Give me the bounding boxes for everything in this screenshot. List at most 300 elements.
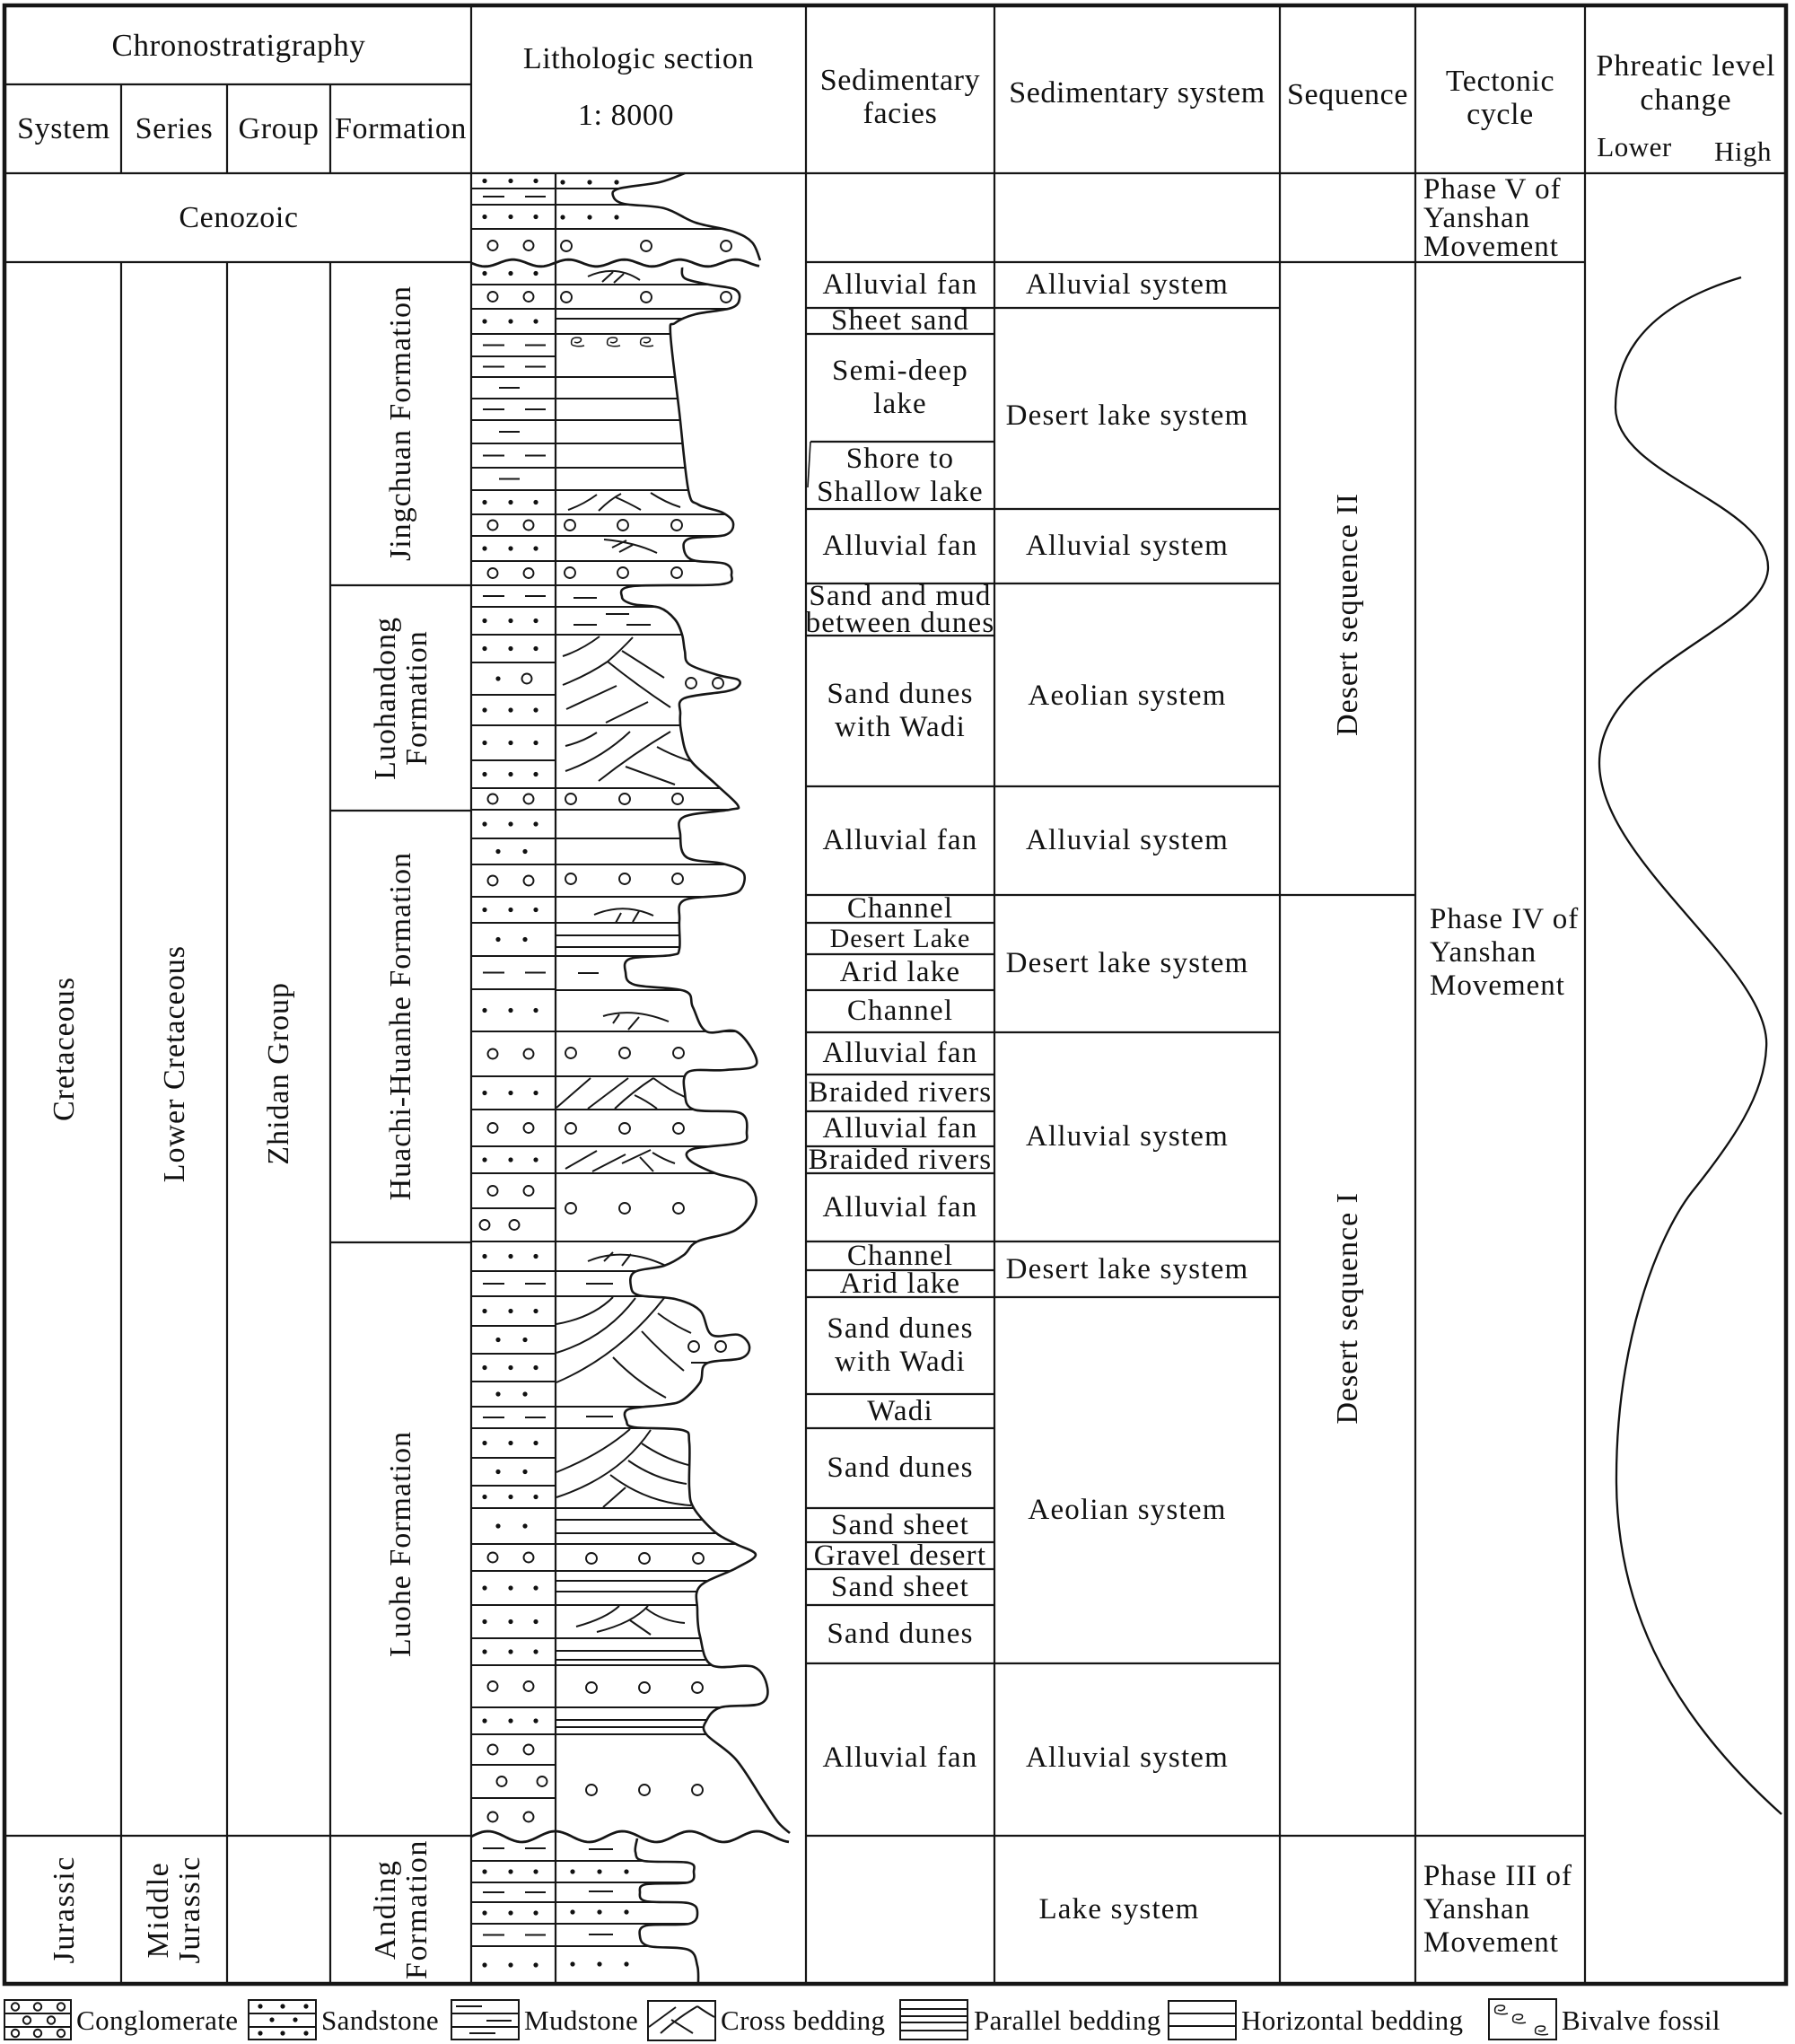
sedimentary-system-cell: Aeolian system — [1028, 679, 1227, 712]
sand-grain-dot — [508, 618, 512, 623]
sedimentary-system-cell: Desert lake system — [1005, 1252, 1249, 1285]
conglomerate-layer — [488, 521, 534, 531]
sandstone-layer — [482, 1649, 538, 1654]
phreatic-level-curve — [1599, 277, 1782, 1814]
sand-grain-dot — [597, 1909, 601, 1914]
sand-grain-dot — [482, 1309, 486, 1313]
sand-grain-dot — [533, 1441, 538, 1445]
cross-bedding-lamina — [599, 732, 670, 781]
sand-grain-dot — [482, 271, 486, 276]
sandstone-layer — [482, 908, 538, 912]
sand-grain-dot — [533, 707, 538, 712]
sedimentary-system-cell: Alluvial system — [1025, 1120, 1230, 1153]
cross-bedding-lamina — [563, 637, 633, 685]
sandstone-layer — [482, 1585, 538, 1590]
sand-grain-dot — [522, 1391, 527, 1396]
sand-grain-dot — [533, 1718, 538, 1723]
tectonic-cycle-cell: Phase IV of Yanshan Movement — [1430, 902, 1580, 1002]
cross-bedding-lamina — [556, 1297, 613, 1324]
formation-label: Luohandong Formation — [368, 616, 433, 780]
pebble-circle — [672, 873, 683, 884]
cross-bedding-lamina — [608, 662, 670, 707]
sand-grain-dot — [482, 707, 486, 712]
sand-grain-dot — [508, 500, 512, 504]
sand-grain-dot — [533, 319, 538, 323]
pebble-circle — [488, 1745, 498, 1755]
sand-grain-dot — [533, 215, 538, 219]
sandstone-layer — [482, 1365, 538, 1370]
sand-grain-dot — [508, 646, 512, 651]
pebble-circle — [672, 794, 683, 804]
sandstone-layer — [482, 1091, 538, 1095]
sand-grain-dot — [508, 1441, 512, 1445]
pebble-circle — [617, 567, 628, 578]
pebble-circle — [671, 520, 682, 531]
cross-bedding-lamina — [651, 493, 680, 507]
formation-header: Formation — [334, 112, 468, 145]
sand-grain-dot — [482, 1619, 486, 1624]
sandstone-layer — [482, 546, 538, 550]
system-label: Cretaceous — [47, 976, 81, 1122]
phreatic-axis-low-label: Lower — [1597, 130, 1672, 162]
pebble-circle — [641, 292, 652, 303]
cross-bedding-lamina — [642, 1331, 684, 1371]
cross-bedding-lamina — [642, 1443, 688, 1465]
cross-bedding-lamina — [646, 1609, 685, 1623]
sedimentary-system-cell: Desert lake system — [1005, 399, 1249, 432]
sand-grain-dot — [587, 180, 591, 184]
bivalve-fossil-icon — [608, 338, 620, 347]
sand-grain-dot — [508, 741, 512, 745]
sand-grain-dot — [533, 1910, 538, 1915]
group-label: Zhidan Group — [262, 981, 295, 1165]
pebble-circle — [497, 1776, 507, 1786]
system-jurassic-cell — [6, 1836, 121, 1984]
pebble-circle — [524, 1681, 534, 1691]
sand-grain-dot — [495, 1469, 500, 1474]
pebble-circle — [524, 1812, 534, 1822]
facies-cell: Sand dunes with Wadi — [827, 1312, 974, 1378]
sand-grain-dot — [570, 1961, 574, 1966]
pebble-circle — [692, 1785, 703, 1795]
formation-huachi-huanhe-cell — [330, 811, 471, 1242]
pebble-circle — [488, 876, 498, 886]
bivalve-fossil-icon — [1489, 1999, 1556, 2040]
pebble-circle — [693, 1553, 704, 1564]
sand-grain-dot — [533, 1962, 538, 1967]
sandstone-layer — [482, 618, 538, 623]
facies-cell: Alluvial fan — [822, 268, 978, 301]
bivalve-fossil-icon — [1536, 2026, 1548, 2035]
sand-grain-dot — [533, 1649, 538, 1654]
pebble-circle — [715, 1341, 726, 1352]
facies-cell: Alluvial fan — [822, 1037, 978, 1069]
conglomerate-layer — [488, 292, 534, 302]
cross-bedding-lamina — [592, 1154, 626, 1171]
pebble-circle — [619, 1203, 630, 1214]
conglomerate-layer — [488, 1745, 534, 1755]
pebble-circle — [688, 1341, 699, 1352]
sand-grain-dot — [614, 180, 618, 184]
pebble-circle — [671, 567, 682, 578]
sand-grain-dot — [522, 1338, 527, 1342]
pebble-circle — [673, 1123, 684, 1134]
sand-grain-dot — [495, 849, 500, 854]
sand-grain-dot — [482, 1091, 486, 1095]
sand-grain-dot — [482, 772, 486, 776]
pebble-circle — [524, 241, 534, 250]
pebble-circle — [561, 292, 572, 303]
sand-grain-dot — [508, 1157, 512, 1162]
cross-bedding-lamina — [599, 494, 621, 511]
pebble-circle — [524, 292, 534, 302]
sand-grain-dot — [533, 908, 538, 912]
sandstone-layer — [482, 1441, 538, 1445]
pebble-circle — [565, 520, 575, 531]
cross-bedding-lamina — [633, 911, 639, 922]
sedimentary-system-cell: Lake system — [1038, 1893, 1200, 1926]
pebble-circle — [639, 1682, 650, 1693]
legend-label-sandstone: Sandstone — [321, 2005, 440, 2036]
facies-cell: Alluvial fan — [822, 824, 978, 856]
sand-grain-dot — [508, 707, 512, 712]
pebble-circle — [619, 1048, 630, 1058]
facies-cell: Sheet sand — [830, 304, 970, 337]
sandstone-layer — [482, 821, 538, 826]
sandstone-layer — [495, 1391, 527, 1396]
sandstone-layer — [482, 1309, 538, 1313]
sand-grain-dot — [508, 1649, 512, 1654]
conglomerate-layer — [488, 241, 534, 250]
sand-grain-dot — [587, 215, 591, 219]
sand-grain-dot — [570, 1909, 574, 1914]
sequence-label: Desert sequence II — [1331, 492, 1364, 736]
sand-grain-dot — [533, 1091, 538, 1095]
pebble-circle — [619, 1123, 630, 1134]
sand-grain-dot — [482, 500, 486, 504]
sand-grain-dot — [482, 1910, 486, 1915]
pebble-circle — [641, 241, 652, 251]
phreatic-level-header: Phreatic level change — [1596, 49, 1776, 117]
bivalve-fossil-icon — [572, 338, 584, 347]
cross-bedding-lamina — [565, 733, 597, 746]
unconformity-line — [471, 259, 759, 267]
lithologic-scale: 1: 8000 — [577, 98, 675, 132]
pebble-circle — [561, 241, 572, 251]
sandstone-layer — [482, 215, 538, 219]
lithologic-section-header: Lithologic section — [522, 41, 755, 75]
sand-grain-dot — [533, 1309, 538, 1313]
pebble-circle — [488, 521, 498, 531]
cross-bedding-lamina — [640, 1157, 653, 1171]
profile-edge — [613, 173, 760, 260]
sand-grain-dot — [482, 908, 486, 912]
pebble-circle — [721, 292, 731, 303]
cross-bedding-lamina — [613, 1357, 666, 1398]
legend-label-cross-bedding: Cross bedding — [721, 2005, 886, 2036]
sand-grain-dot — [482, 646, 486, 651]
sand-grain-dot — [533, 1008, 538, 1013]
pebble-circle — [488, 1186, 498, 1196]
legend-label-bivalve-fossil: Bivalve fossil — [1562, 2005, 1721, 2036]
sand-grain-dot — [533, 500, 538, 504]
conglomerate-layer — [497, 1776, 547, 1786]
sand-grain-dot — [508, 319, 512, 323]
pebble-circle — [524, 1123, 534, 1133]
sand-grain-dot — [533, 271, 538, 276]
sand-grain-dot — [614, 215, 618, 219]
sandstone-pattern-icon — [249, 2000, 316, 2040]
cross-bedding-lamina — [588, 271, 640, 280]
group-zhidan-cell — [227, 262, 330, 1836]
sand-grain-dot — [533, 1869, 538, 1873]
conglomerate-layer — [480, 1220, 520, 1230]
cross-bedding-lamina — [565, 1151, 597, 1169]
grain-size-profile — [471, 173, 790, 1984]
sand-grain-dot — [482, 741, 486, 745]
facies-cell: Wadi — [867, 1394, 933, 1427]
formation-label: Luohe Formation — [384, 1431, 417, 1658]
legend-label-conglomerate: Conglomerate — [76, 2005, 239, 2036]
cross-bedding-lamina — [626, 767, 675, 785]
sand-grain-dot — [495, 937, 500, 942]
pebble-circle — [480, 1220, 490, 1230]
pebble-circle — [586, 1553, 597, 1564]
sandstone-layer — [495, 937, 527, 942]
sand-grain-dot — [482, 821, 486, 826]
sandstone-layer — [495, 1338, 527, 1342]
mudstone-pattern-icon — [451, 2000, 519, 2040]
cross-bedding-lamina — [556, 1429, 630, 1472]
conglomerate-layer — [488, 1123, 534, 1133]
pebble-circle — [673, 1203, 684, 1214]
sandstone-layer — [482, 319, 538, 323]
pebble-circle — [639, 1785, 650, 1795]
sand-grain-dot — [508, 1585, 512, 1590]
sandstone-layer — [482, 1910, 538, 1915]
sand-grain-dot — [482, 215, 486, 219]
pebble-circle — [538, 1776, 547, 1786]
sand-grain-dot — [495, 1391, 500, 1396]
sand-grain-dot — [560, 215, 565, 219]
sand-grain-dot — [522, 1523, 527, 1528]
pebble-circle — [488, 1123, 498, 1133]
sand-grain-dot — [508, 1008, 512, 1013]
chronostratigraphy-header: Chronostratigraphy — [111, 28, 366, 63]
sandstone-layer — [482, 772, 538, 776]
facies-cell: Sand and mud between dunes — [805, 580, 995, 639]
sand-grain-dot — [508, 1718, 512, 1723]
cross-bedding-lamina — [658, 1313, 691, 1333]
formation-jingchuan-cell — [330, 262, 471, 585]
series-middle-jurassic-cell — [121, 1836, 227, 1984]
profile-edge — [635, 1838, 698, 1984]
sedimentary-system-cell: Alluvial system — [1025, 1741, 1230, 1774]
sand-grain-dot — [508, 1619, 512, 1624]
cross-bedding-lamina — [603, 1487, 626, 1507]
system-header: System — [17, 112, 110, 145]
sand-grain-dot — [495, 676, 500, 680]
sand-grain-dot — [533, 546, 538, 550]
cross-bedding-lamina — [616, 497, 641, 510]
sand-grain-dot — [522, 1469, 527, 1474]
cross-bedding-lamina — [652, 1153, 675, 1163]
sand-grain-dot — [522, 937, 527, 942]
conglomerate-layer — [488, 1553, 534, 1563]
pebble-circle — [488, 1681, 498, 1691]
sandstone-layer — [482, 1869, 538, 1873]
facies-cell: Channel — [846, 995, 954, 1027]
facies-cell: Sand sheet — [830, 1570, 970, 1603]
cross-bedding-lamina — [588, 1078, 628, 1109]
pebble-circle — [524, 1745, 534, 1755]
series-lower-cretaceous-cell — [121, 262, 227, 1836]
conglomerate-layer — [488, 876, 534, 886]
sand-grain-dot — [508, 215, 512, 219]
sand-grain-dot — [482, 1254, 486, 1259]
conglomerate-layer — [488, 1812, 534, 1822]
sand-grain-dot — [482, 1008, 486, 1013]
cross-bedding-lamina — [653, 1078, 685, 1097]
cross-bedding-lamina — [563, 636, 600, 656]
sandstone-layer — [495, 1469, 527, 1474]
cross-bedding-lamina — [630, 1620, 651, 1635]
sand-grain-dot — [533, 1585, 538, 1590]
conglomerate-layer — [488, 794, 534, 804]
sand-grain-dot — [533, 741, 538, 745]
pebble-circle — [488, 794, 498, 804]
cross-bedding-lamina — [556, 1298, 664, 1382]
pebble-circle — [619, 794, 630, 804]
cross-bedding-lamina — [594, 908, 653, 916]
sandstone-layer — [482, 179, 538, 183]
cross-bedding-lamina — [622, 651, 664, 678]
sandstone-layer — [495, 849, 527, 854]
legend-label-parallel-bedding: Parallel bedding — [974, 2005, 1161, 2036]
sandstone-layer — [482, 1962, 538, 1967]
conglomerate-layer — [488, 1681, 534, 1691]
sand-grain-dot — [560, 180, 565, 184]
cross-bedding-lamina — [614, 274, 624, 283]
formation-label: Huachi-Huanhe Formation — [384, 852, 417, 1201]
sedimentary-facies-header: Sedimentary facies — [819, 63, 981, 130]
cross-bedding-lamina — [616, 913, 621, 923]
cross-bedding-lamina — [622, 1254, 631, 1266]
facies-cell: Alluvial fan — [822, 1112, 978, 1145]
pebble-circle — [721, 241, 731, 251]
formation-luohandong-cell — [330, 585, 471, 811]
pebble-circle — [488, 568, 498, 578]
facies-cell: Sand dunes with Wadi — [827, 678, 974, 743]
cross-bedding-lamina — [576, 1606, 619, 1627]
pebble-circle — [488, 1049, 498, 1059]
facies-cell: Alluvial fan — [822, 530, 978, 562]
sand-grain-dot — [533, 1365, 538, 1370]
cross-bedding-lamina — [615, 1078, 653, 1109]
cross-bedding-lamina — [628, 1017, 639, 1030]
facies-cell: Channel — [846, 892, 954, 925]
pebble-circle — [524, 1049, 534, 1059]
sand-grain-dot — [482, 179, 486, 183]
sand-grain-dot — [533, 618, 538, 623]
sandstone-layer — [482, 271, 538, 276]
pebble-circle — [692, 1682, 703, 1693]
sand-grain-dot — [624, 1909, 628, 1914]
sand-grain-dot — [495, 1523, 500, 1528]
sedimentary-system-cell: Alluvial system — [1025, 268, 1230, 301]
horizontal-bedding-icon — [1169, 2001, 1236, 2040]
facies-cell: Braided rivers — [808, 1076, 993, 1109]
cross-bedding-lamina — [556, 1430, 651, 1497]
sand-grain-dot — [533, 772, 538, 776]
pebble-circle — [522, 674, 532, 684]
sandstone-layer — [482, 1718, 538, 1723]
formation-anding-cell — [330, 1836, 471, 1984]
sand-grain-dot — [533, 821, 538, 826]
bivalve-fossil-icon — [1495, 2005, 1508, 2014]
sand-grain-dot — [508, 179, 512, 183]
pebble-circle — [565, 794, 576, 804]
pebble-circle — [524, 521, 534, 531]
conglomerate-layer — [488, 1186, 534, 1196]
sand-grain-dot — [482, 1157, 486, 1162]
formation-luohe-cell — [330, 1242, 471, 1836]
sand-grain-dot — [482, 546, 486, 550]
sedimentary-system-cell: Desert lake system — [1005, 947, 1249, 979]
sand-grain-dot — [482, 1869, 486, 1873]
cenozoic-cell: Cenozoic — [179, 201, 299, 234]
sand-grain-dot — [533, 179, 538, 183]
pebble-circle — [510, 1220, 520, 1230]
formation-label: Anding Formation — [368, 1839, 433, 1980]
pebble-circle — [524, 876, 534, 886]
unconformity-line — [471, 1831, 789, 1842]
sand-grain-dot — [533, 1619, 538, 1624]
sand-grain-dot — [508, 271, 512, 276]
sedimentary-system-cell: Aeolian system — [1028, 1493, 1227, 1526]
pebble-circle — [524, 794, 534, 804]
parallel-bedding-icon — [900, 2000, 968, 2040]
pebble-circle — [565, 1123, 576, 1134]
sand-grain-dot — [482, 319, 486, 323]
pebble-circle — [524, 1186, 534, 1196]
facies-cell: Channel — [846, 1239, 954, 1272]
system-cretaceous-cell — [6, 262, 121, 1836]
group-header: Group — [238, 112, 320, 145]
sandstone-layer — [482, 1619, 538, 1624]
formation-label: Jingchuan Formation — [384, 285, 417, 562]
facies-cell: Semi-deep lake — [832, 355, 968, 420]
sand-grain-dot — [508, 821, 512, 826]
sandstone-layer — [482, 741, 538, 745]
facies-cell: Braided rivers — [808, 1143, 993, 1176]
sedimentary-system-cell: Alluvial system — [1025, 530, 1230, 562]
sand-grain-dot — [533, 1157, 538, 1162]
sand-grain-dot — [482, 1962, 486, 1967]
facies-cell: Alluvial fan — [822, 1741, 978, 1774]
facies-cell: Arid lake — [839, 1267, 961, 1300]
sandstone-layer — [482, 1254, 538, 1259]
sedimentary-system-header: Sedimentary system — [1009, 75, 1265, 110]
sand-grain-dot — [482, 1649, 486, 1654]
pebble-circle — [617, 520, 628, 531]
series-label: Lower Cretaceous — [157, 945, 191, 1183]
pebble-circle — [619, 873, 630, 884]
pebble-circle — [488, 1812, 498, 1822]
profile-edge — [621, 268, 790, 1833]
sequence-header: Sequence — [1286, 77, 1409, 111]
conglomerate-layer — [488, 1049, 534, 1059]
